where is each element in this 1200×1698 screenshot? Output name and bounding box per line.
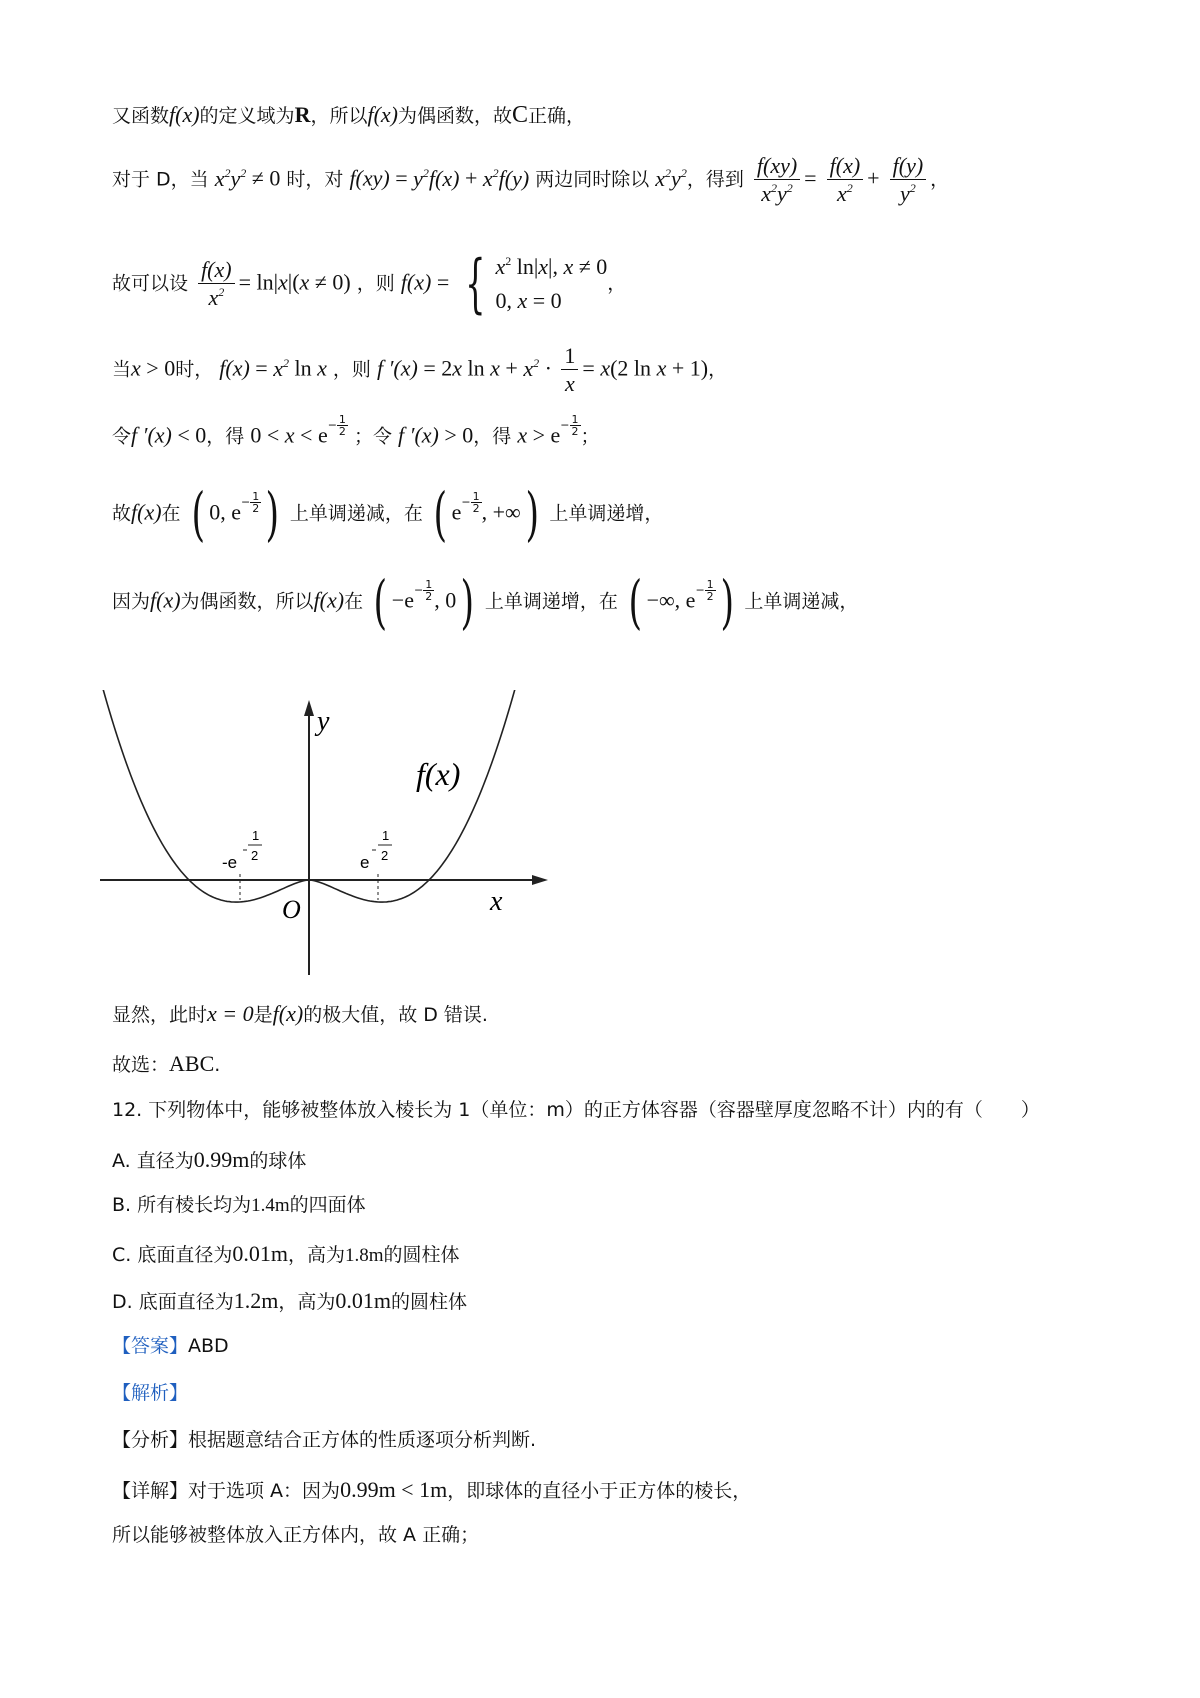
option-a: A. 直径为0.99m的球体 [112, 1147, 307, 1172]
pos-min-label: e [360, 853, 370, 872]
y-label: y [317, 706, 330, 737]
text-line-7: 因为f(x)为偶函数，所以f(x)在 ( −e− $\frac{1}{2}$ , 0) 上单调递增，在 ( −∞, e− $\frac{1}{2}$ ) 上单调递减， [112, 568, 859, 636]
analysis-line [112, 1384, 188, 1403]
fraction: $\frac{f(xy)}{x^2y^2}$ [754, 155, 800, 205]
x-label: x [490, 886, 503, 917]
text-line-1: 又函数f(x)的定义域为R，所以f(x)为偶函数，故C正确， [112, 102, 586, 128]
neg-min-exp-den: 2 [251, 848, 259, 863]
function-graph [100, 690, 560, 980]
math-fx: f(x) [169, 102, 200, 127]
y-axis-arrow [304, 700, 314, 716]
pos-min-exp-num: 1 [382, 828, 390, 843]
text-line-9: 故选：ABC. [112, 1051, 221, 1076]
option-c: C. 底面直径为0.01m，高为1.8m的圆柱体 [112, 1241, 460, 1266]
answer-value: ABD [188, 1335, 229, 1357]
text-line-2: 对于 D，当 $x^2y^2 \ne 0$ 时，对 $f(xy) = y^2f(x) + x^2f(y)$ 两边同时除以 $x^2y^2$，得到 $\frac{f(xy)}{x^2y^2}$ = $\frac{f(x)}{x^2}$ + $\frac{f(y)}{y^2}$ ， [112, 153, 950, 206]
xiangjie-tag: 【详解】 [112, 1480, 189, 1502]
option-b: B. 所有棱长均为1.4m的四面体 [112, 1194, 366, 1216]
xiangjie-line: 【详解】对于选项 A：因为0.99m < 1m，即球体的直径小于正方体的棱长， [112, 1477, 752, 1502]
fenxi-line: 【分析】根据题意结合正方体的性质逐项分析判断. [112, 1429, 537, 1451]
piecewise: { $x^2$ ln|x|, x ≠ 0 0, x = 0 [464, 247, 608, 321]
origin-label: O [282, 895, 301, 924]
curve-label: f(x) [416, 756, 461, 792]
text-line-8: 显然，此时x = 0是f(x)的极大值，故 D 错误. [112, 1001, 488, 1026]
analysis-tag: 【解析】 [112, 1382, 189, 1404]
last-line: 所以能够被整体放入正方体内，故 A 正确； [112, 1524, 480, 1546]
answer-line [112, 1337, 229, 1356]
text-line-4: 当x > 0时， $f(x) = x^2$ ln x ，则 f ′(x) = 2x $\ln x + x^2$ · $\frac{1}{x}$ = x(2 ln x + 1)， [112, 343, 728, 396]
question-12: 12. 下列物体中，能够被整体放入棱长为 1（单位：m）的正方体容器（容器壁厚度忽略不计）内的有（ ） [112, 1099, 1040, 1121]
x-axis-arrow [532, 875, 548, 885]
option-d: D. 底面直径为1.2m，高为0.01m的圆柱体 [112, 1288, 467, 1313]
neg-min-label: -e [222, 853, 238, 872]
neg-min-exp-num: 1 [252, 828, 260, 843]
text-line-6: 故f(x)在 ( 0, e− $\frac{1}{2}$ ) 上单调递减，在 ( e− $\frac{1}{2}$ , +∞) 上单调递增， [112, 480, 664, 548]
fenxi-tag: 【分析】 [112, 1429, 189, 1451]
text-line-5: 令f ′(x) < 0，得 0 < x < e− $\frac{1}{2}$ ；令 f ′(x) > 0，得 x > e− $\frac{1}{2}$ ； [112, 413, 600, 448]
pos-min-exp-den: 2 [381, 848, 389, 863]
text-line-3: 故可以设 $\frac{f(x)}{x^2}$ = ln|x|(x ≠ 0) ，则 f(x) = { $x^2$ ln|x|, x ≠ 0 0, x = 0 ， [112, 247, 627, 321]
answer-tag: 【答案】 [112, 1335, 189, 1357]
